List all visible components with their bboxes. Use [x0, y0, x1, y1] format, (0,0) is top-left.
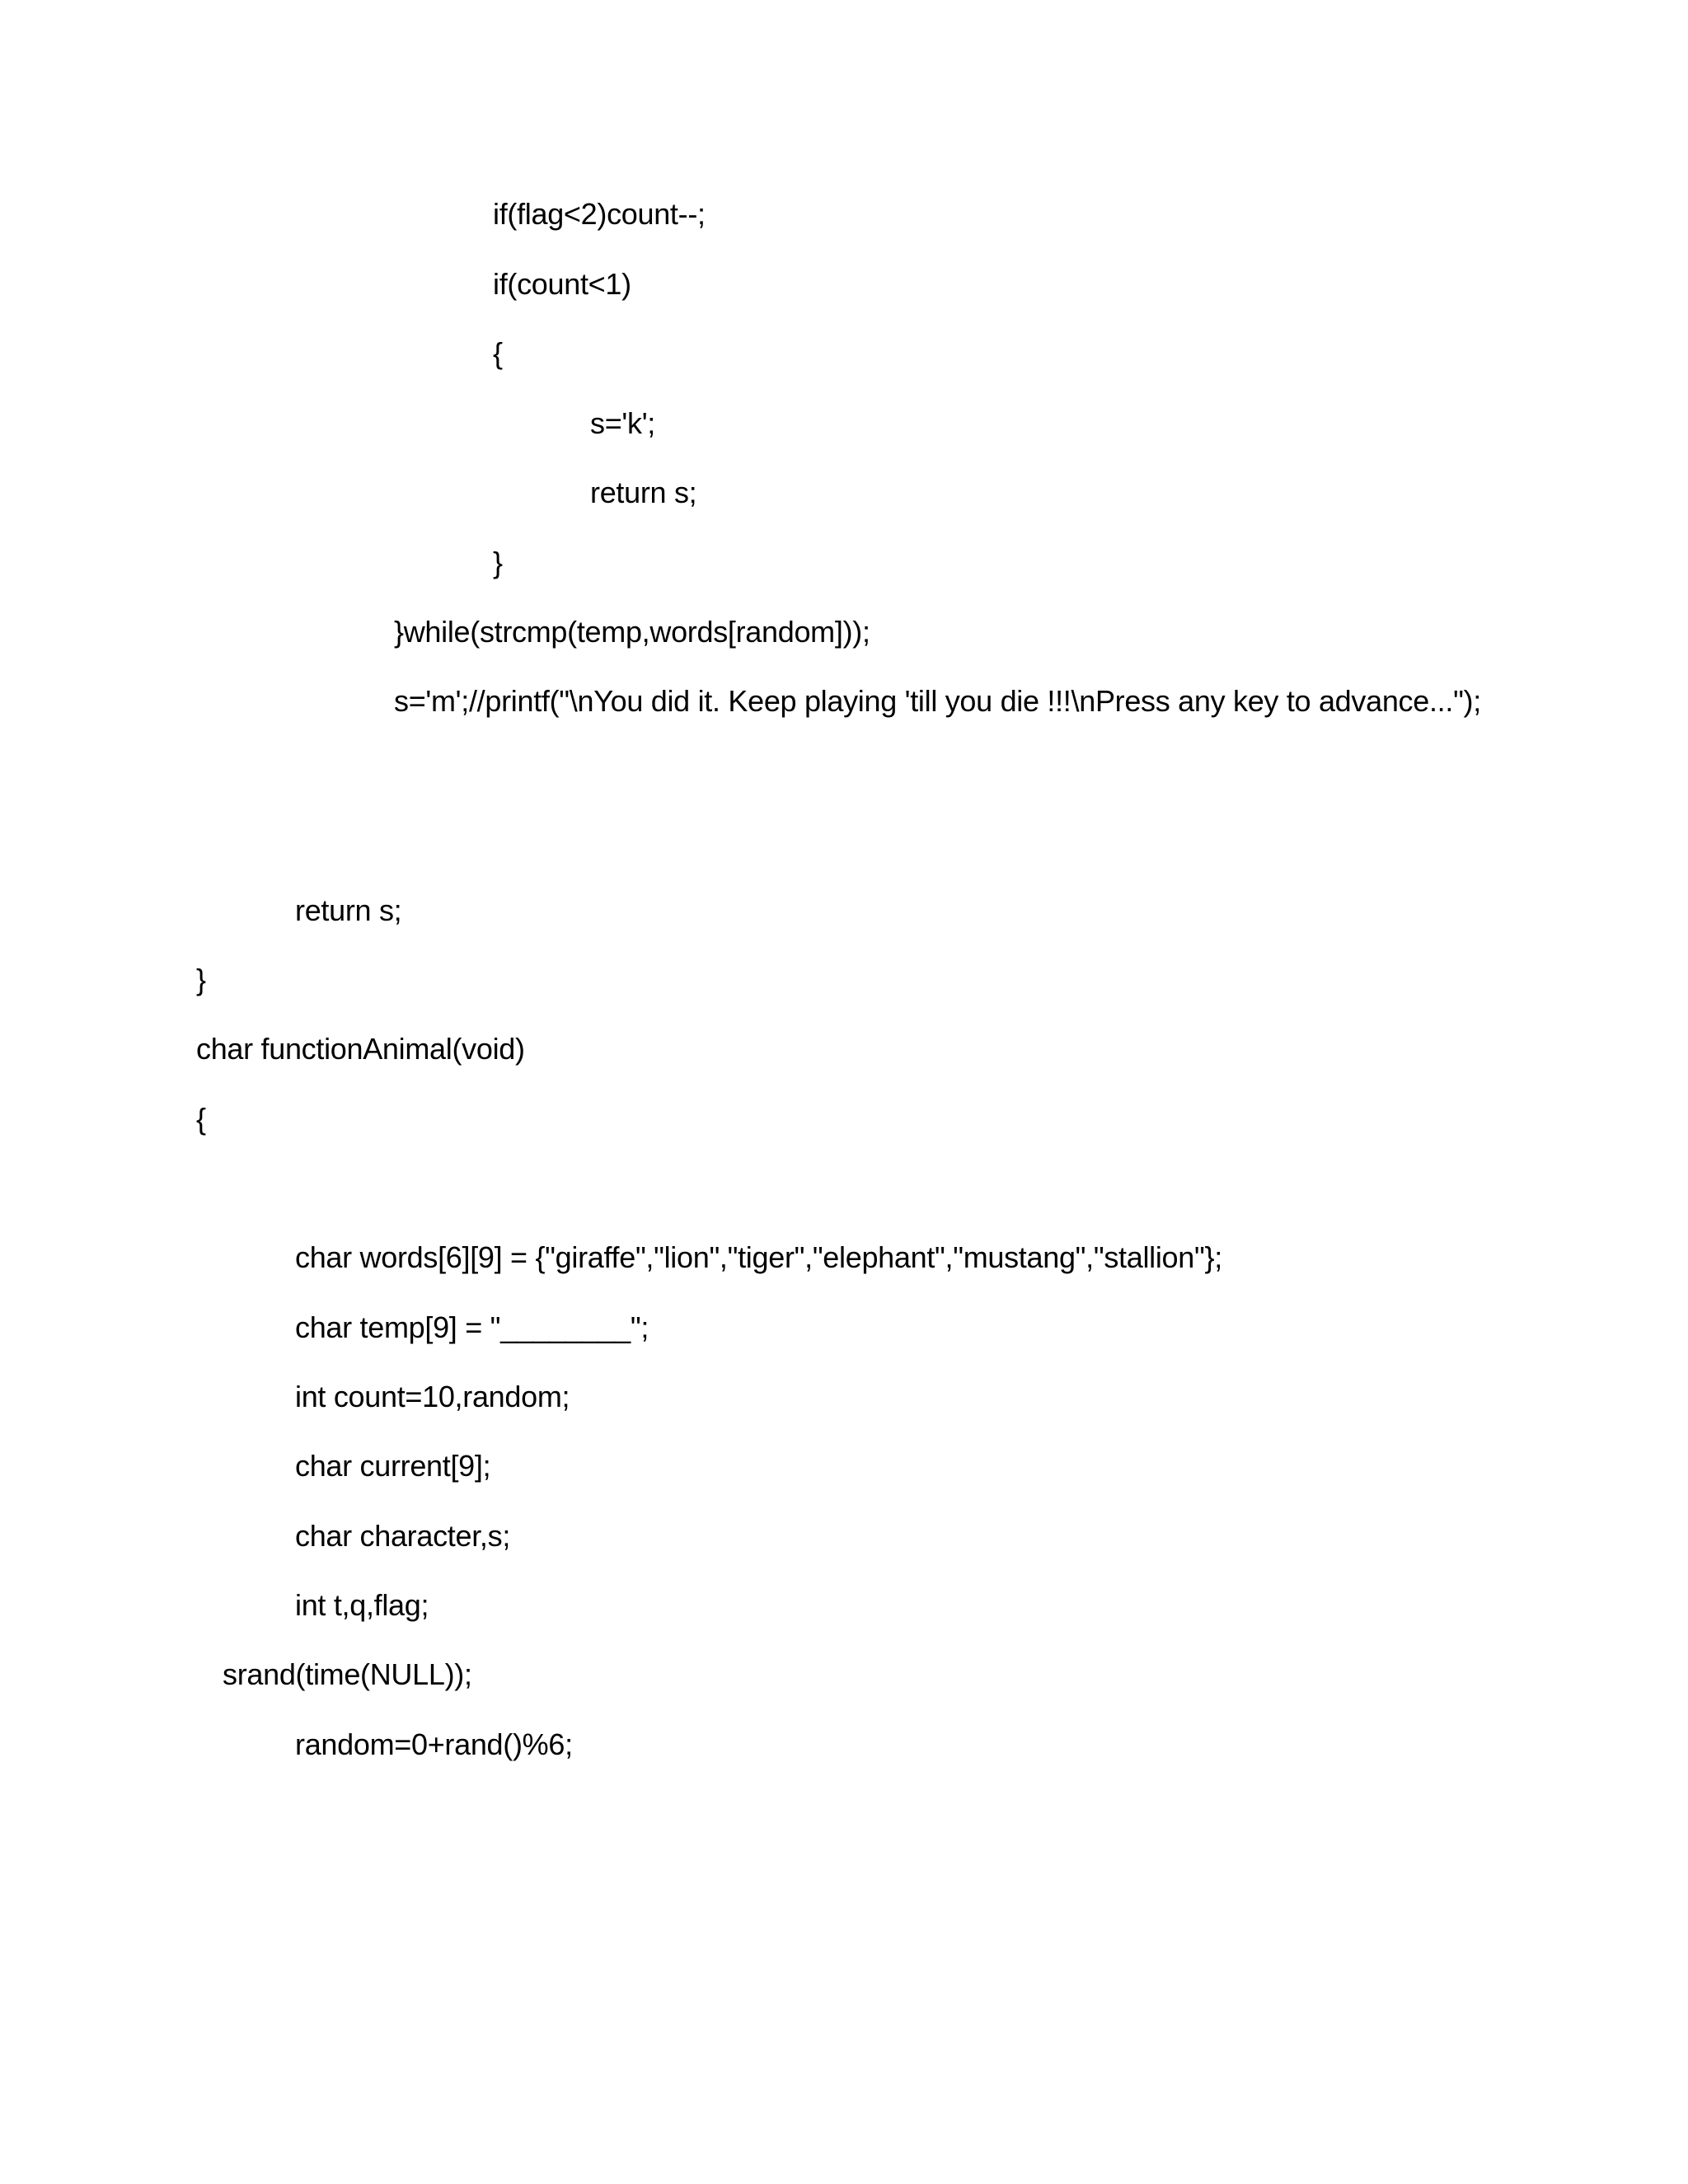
- code-line-function-close: }: [196, 963, 206, 996]
- code-line-count-declaration: int count=10,random;: [295, 1380, 570, 1413]
- code-line-current-array: char current[9];: [295, 1449, 491, 1483]
- code-line-open-brace: {: [493, 336, 503, 370]
- code-line-return-inner: return s;: [590, 476, 697, 509]
- code-line-while: }while(strcmp(temp,words[random]));: [394, 615, 870, 649]
- code-line-function-open: {: [196, 1102, 206, 1136]
- code-line-close-brace: }: [493, 546, 503, 579]
- code-line-assign-k: s='k';: [590, 406, 655, 440]
- code-line-function-signature: char functionAnimal(void): [196, 1032, 525, 1066]
- code-line-random-assignment: random=0+rand()%6;: [295, 1727, 573, 1761]
- code-line-words-array: char words[6][9] = {"giraffe","lion","tiger","elephant","mustang","stallion"};: [295, 1240, 1222, 1274]
- code-line-count-check: if(count<1): [493, 267, 631, 301]
- code-line-flag-check: if(flag<2)count--;: [493, 197, 706, 231]
- code-line-return: return s;: [295, 893, 402, 927]
- code-line-int-declaration: int t,q,flag;: [295, 1588, 429, 1622]
- code-line-srand: srand(time(NULL));: [223, 1657, 472, 1691]
- code-line-assign-m: s='m';//printf("\nYou did it. Keep playing 'till you die !!!\nPress any key to advance...");: [394, 684, 1481, 718]
- code-line-temp-array: char temp[9] = "________";: [295, 1310, 649, 1344]
- code-line-character-declaration: char character,s;: [295, 1519, 511, 1553]
